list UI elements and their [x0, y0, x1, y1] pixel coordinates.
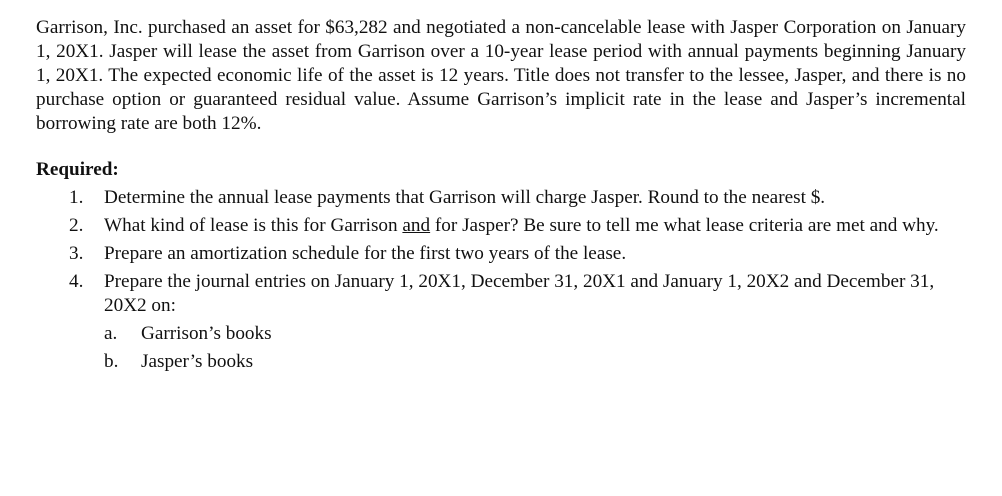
sub-item-text: Jasper’s books — [141, 351, 254, 372]
sub-item-letter: a. — [104, 323, 118, 344]
sub-requirements-list — [104, 322, 966, 374]
requirement-number: 2. — [69, 215, 84, 236]
requirement-item-1 — [36, 186, 966, 210]
underlined-emphasis: and — [402, 215, 431, 236]
requirement-text-part: for Jasper? Be sure to tell me what lease criteria are met and why. — [430, 215, 939, 236]
requirement-item-3 — [36, 242, 966, 266]
requirements-list — [36, 186, 966, 374]
requirement-item-2 — [36, 214, 966, 238]
problem-document — [36, 16, 966, 378]
sub-item-letter: b. — [104, 351, 119, 372]
requirement-number: 1. — [69, 187, 84, 208]
sub-item-b — [104, 350, 966, 374]
requirement-text: Prepare the journal entries on January 1, 20X1, December 31, 20X1 and January 1, 20X2 and December 31, 20X2 on: — [104, 271, 935, 316]
requirement-number: 4. — [69, 271, 84, 292]
requirement-number: 3. — [69, 243, 84, 264]
sub-item-text: Garrison’s books — [141, 323, 272, 344]
requirement-text: Determine the annual lease payments that Garrison will charge Jasper. Round to the nearest $. — [104, 187, 826, 208]
requirement-text: Prepare an amortization schedule for the first two years of the lease. — [104, 243, 627, 264]
requirement-item-4 — [36, 270, 966, 374]
sub-item-a — [104, 322, 966, 346]
requirement-text-part: What kind of lease is this for Garrison — [104, 215, 403, 236]
problem-statement: Garrison, Inc. purchased an asset for $63,282 and negotiated a non-cancelable lease with Jasper Corporation on January 1, 20X1. Jasper will lease the asset from Garrison over a 10-year lease period with annual payments beginning January 1, 20X1. The expected economic life of the asset is 12 years. Title does not transfer to the lessee, Jasper, and there is no purchase option or guaranteed residual value. Assume Garrison’s implicit rate in the lease and Jasper’s incremental borrowing rate are both 12%. — [36, 17, 966, 134]
required-heading: Required: — [36, 159, 119, 180]
